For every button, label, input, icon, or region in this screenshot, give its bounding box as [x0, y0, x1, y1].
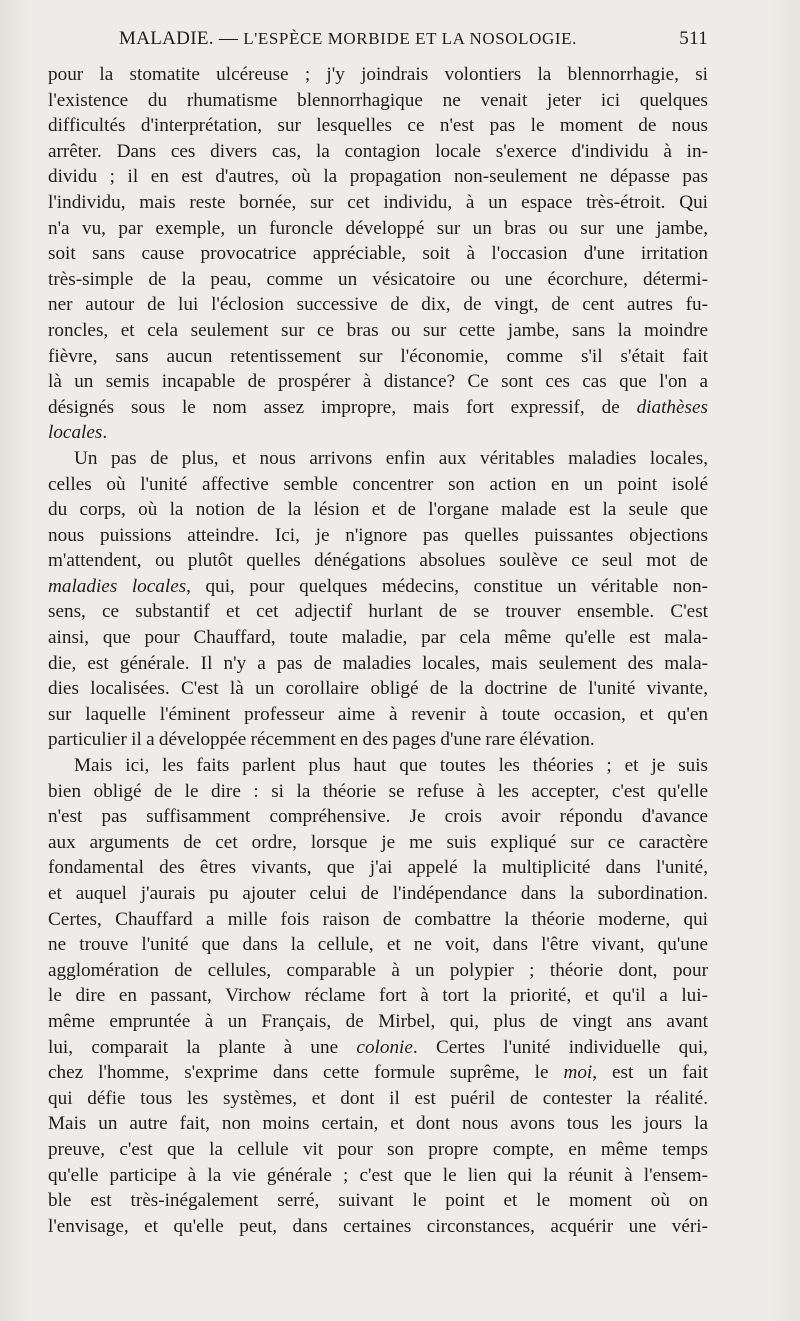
text-line	[48, 523, 708, 549]
text-line	[48, 983, 708, 1009]
italic-text: locales	[48, 422, 103, 444]
text-segment: bien obligé de le dire : si la théorie se refuse à les accepter, c'est qu'elle	[48, 780, 708, 802]
text-line	[48, 702, 708, 728]
text-line	[48, 830, 708, 856]
text-line	[48, 932, 708, 958]
text-segment: fièvre, sans aucun retentissement sur l'économie, comme s'il s'était fait	[48, 345, 708, 367]
text-segment: n'est pas suffisamment compréhensive. Je crois avoir répondu d'avance	[48, 806, 708, 828]
text-line	[48, 1111, 708, 1137]
text-segment: le dire en passant, Virchow réclame fort à tort la priorité, et qu'il a lui-	[48, 985, 708, 1007]
text-line	[48, 497, 708, 523]
text-segment: , qui, pour quelques médecins, constitue un véritable non-	[186, 575, 708, 597]
text-line	[48, 164, 708, 190]
text-line	[48, 318, 708, 344]
text-line	[48, 779, 708, 805]
header-title: MALADIE.	[119, 28, 214, 49]
body-text	[48, 62, 708, 1239]
text-line	[48, 1009, 708, 1035]
text-line	[48, 395, 708, 421]
text-segment: , est un fait	[592, 1062, 708, 1084]
text-segment: chez l'homme, s'exprime dans cette formule suprême, le	[48, 1062, 564, 1084]
text-line	[48, 344, 708, 370]
text-segment: l'individu, mais reste bornée, sur cet individu, à un espace très-étroit. Qui	[48, 191, 708, 213]
text-line	[48, 676, 708, 702]
text-line	[48, 651, 708, 677]
text-line	[48, 753, 708, 779]
text-line	[48, 1086, 708, 1112]
text-segment: nous puissions atteindre. Ici, je n'ignore pas quelles puissantes objections	[48, 524, 708, 546]
text-segment: agglomération de cellules, comparable à un polypier ; théorie dont, pour	[48, 959, 708, 981]
text-line	[48, 241, 708, 267]
text-segment: très-simple de la peau, comme un vésicatoire ou une écorchure, détermi-	[48, 268, 708, 290]
text-segment: l'existence du rhumatisme blennorrhagique ne venait jeter ici quelques	[48, 89, 708, 111]
text-segment: celles où l'unité affective semble concentrer son action en un point isolé	[48, 473, 708, 495]
text-line	[48, 446, 708, 472]
text-line	[48, 267, 708, 293]
text-line	[48, 625, 708, 651]
text-segment: roncles, et cela seulement sur ce bras ou sur cette jambe, sans la moindre	[48, 319, 708, 341]
text-line	[48, 881, 708, 907]
text-segment: fondamental des êtres vivants, que j'ai appelé la multiplicité dans l'unité,	[48, 857, 708, 879]
text-segment: sur laquelle l'éminent professeur aime à revenir à toute occasion, et qu'en	[48, 703, 708, 725]
text-segment: dies localisées. C'est là un corollaire obligé de la doctrine de l'unité vivante,	[48, 678, 708, 700]
italic-text: maladies locales	[48, 575, 187, 597]
text-line	[48, 190, 708, 216]
text-line	[48, 548, 708, 574]
text-line	[48, 62, 708, 88]
text-line	[48, 292, 708, 318]
text-segment: même empruntée à un Français, de Mirbel, qui, plus de vingt ans avant	[48, 1010, 708, 1032]
text-line	[48, 88, 708, 114]
italic-text: diathèses	[636, 396, 708, 418]
text-segment: pour la stomatite ulcéreuse ; j'y joindrais volontiers la blennorrhagie, si	[48, 64, 708, 85]
text-segment: ainsi, que pour Chauffard, toute maladie, par cela même qu'elle est mala-	[48, 627, 708, 649]
text-line	[48, 369, 708, 395]
text-segment: .	[102, 422, 108, 444]
text-segment: . Certes l'unité individuelle qui,	[412, 1036, 708, 1058]
text-segment: Un pas de plus, et nous arrivons enfin aux véritables maladies locales,	[74, 447, 708, 469]
text-line	[48, 216, 708, 242]
text-line	[48, 139, 708, 165]
header-subtitle: L'ESPÈCE MORBIDE ET LA NOSOLOGIE.	[243, 29, 577, 48]
text-segment: Certes, Chauffard a mille fois raison de combattre la théorie moderne, qui	[48, 908, 708, 930]
text-segment: et auquel j'aurais pu ajouter celui de l'indépendance dans la subordination.	[48, 883, 708, 904]
italic-text: colonie	[356, 1036, 413, 1058]
text-segment: désignés sous le nom assez impropre, mais fort expressif, de	[48, 396, 637, 418]
text-line	[48, 855, 708, 881]
page-number: 511	[679, 28, 708, 49]
text-line	[48, 420, 708, 446]
text-segment: die, est générale. Il n'y a pas de maladies locales, mais seulement des mala-	[48, 652, 708, 674]
text-segment: ner autour de lui l'éclosion successive de dix, de vingt, de cent autres fu-	[48, 294, 708, 316]
header-dash: —	[218, 28, 239, 49]
text-segment: n'a vu, par exemple, un furoncle développé sur un bras ou sur une jambe,	[48, 217, 708, 239]
text-segment: m'attendent, ou plutôt quelles dénégations absolues soulève ce seul mot de	[48, 550, 708, 572]
text-line	[48, 1163, 708, 1189]
text-segment: qu'elle participe à la vie générale ; c'est que le lien qui la réunit à l'ensem-	[48, 1164, 708, 1186]
running-header	[48, 28, 708, 54]
text-line	[48, 574, 708, 600]
text-segment: Mais un autre fait, non moins certain, et dont nous avons tous les jours la	[48, 1113, 708, 1135]
text-line	[48, 804, 708, 830]
text-segment: particulier il a développée récemment en des pages d'une rare élévation.	[48, 729, 595, 751]
text-segment: Mais ici, les faits parlent plus haut que toutes les théories ; et je suis	[74, 755, 708, 777]
text-line	[48, 113, 708, 139]
text-line	[48, 599, 708, 625]
text-segment: arrêter. Dans ces divers cas, la contagion locale s'exerce d'individu à in-	[48, 140, 708, 162]
text-line	[48, 472, 708, 498]
text-segment: soit sans cause provocatrice appréciable, soit à l'occasion d'une irritation	[48, 243, 708, 265]
text-segment: lui, comparait la plante à une	[48, 1036, 357, 1058]
text-line	[48, 727, 708, 753]
text-line	[48, 907, 708, 933]
running-title	[48, 28, 648, 50]
text-segment: sens, ce substantif et cet adjectif hurlant de se trouver ensemble. C'est	[48, 601, 708, 623]
text-segment: dividu ; il en est d'autres, où la propagation non-seulement ne dépasse pas	[48, 166, 708, 188]
text-line	[48, 1060, 708, 1086]
text-segment: aux arguments de cet ordre, lorsque je me suis expliqué sur ce caractère	[48, 831, 708, 853]
text-segment: qui défie tous les systèmes, et dont il est puéril de contester la réalité.	[48, 1087, 708, 1109]
text-line	[48, 958, 708, 984]
text-segment: l'envisage, et qu'elle peut, dans certaines circonstances, acquérir une véri-	[48, 1215, 708, 1237]
text-segment: là un semis incapable de prospérer à distance? Ce sont ces cas que l'on a	[48, 371, 708, 393]
text-line	[48, 1214, 708, 1240]
text-segment: ne trouve l'unité que dans la cellule, et ne voit, dans l'être vivant, qu'une	[48, 934, 708, 956]
text-line	[48, 1188, 708, 1214]
text-segment: preuve, c'est que la cellule vit pour son propre compte, en même temps	[48, 1138, 708, 1160]
text-line	[48, 1137, 708, 1163]
text-line	[48, 1035, 708, 1061]
text-segment: ble est très-inégalement serré, suivant le point et le moment où on	[48, 1190, 708, 1212]
text-segment: du corps, où la notion de la lésion et de l'organe malade est la seule que	[48, 499, 708, 521]
text-segment: difficultés d'interprétation, sur lesquelles ce n'est pas le moment de nous	[48, 115, 708, 137]
italic-text: moi	[563, 1062, 593, 1084]
